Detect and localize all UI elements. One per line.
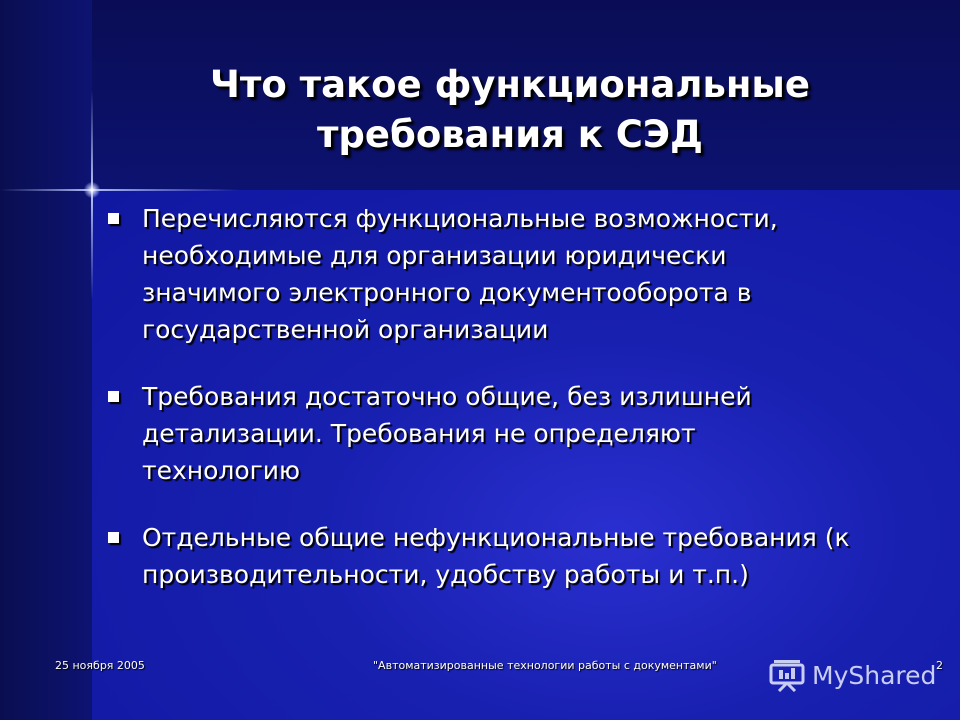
bullet-line: значимого электронного документооборота в [142, 278, 752, 307]
bullet-item [100, 200, 940, 348]
title-line: требования к СЭД [316, 113, 704, 156]
bullet-item [100, 519, 940, 593]
bullet-line: Перечисляются функциональные возможности, [142, 204, 778, 233]
bullet-line: детализации. Требования не определяют [142, 419, 696, 448]
star-flare-horizontal [0, 189, 240, 191]
bullet-line: производительности, удобству работы и т.п.) [142, 560, 749, 589]
bullet-line: государственной организации [142, 315, 549, 344]
star-sparkle-icon [84, 182, 100, 198]
bullet-list [100, 200, 940, 593]
bullet-item [100, 378, 940, 489]
watermark-text: MyShared [812, 660, 937, 690]
presentation-board-icon [768, 658, 806, 692]
footer-title: "Автоматизированные технологии работы с документами" [373, 659, 717, 672]
square-bullet-icon [108, 213, 119, 224]
bullet-line: технологию [142, 456, 301, 485]
bullet-line: необходимые для организации юридически [142, 241, 727, 270]
slide-title [100, 60, 920, 160]
title-line: Что такое функциональные [210, 63, 810, 106]
bullet-line: Отдельные общие нефункциональные требования (к [142, 523, 850, 552]
footer-date: 25 ноября 2005 [55, 659, 145, 672]
square-bullet-icon [108, 532, 119, 543]
slide-number: 2 [936, 659, 943, 672]
left-background-band [0, 0, 92, 720]
bullet-line: Требования достаточно общие, без излишней [142, 382, 752, 411]
square-bullet-icon [108, 391, 119, 402]
watermark-logo [768, 655, 936, 695]
